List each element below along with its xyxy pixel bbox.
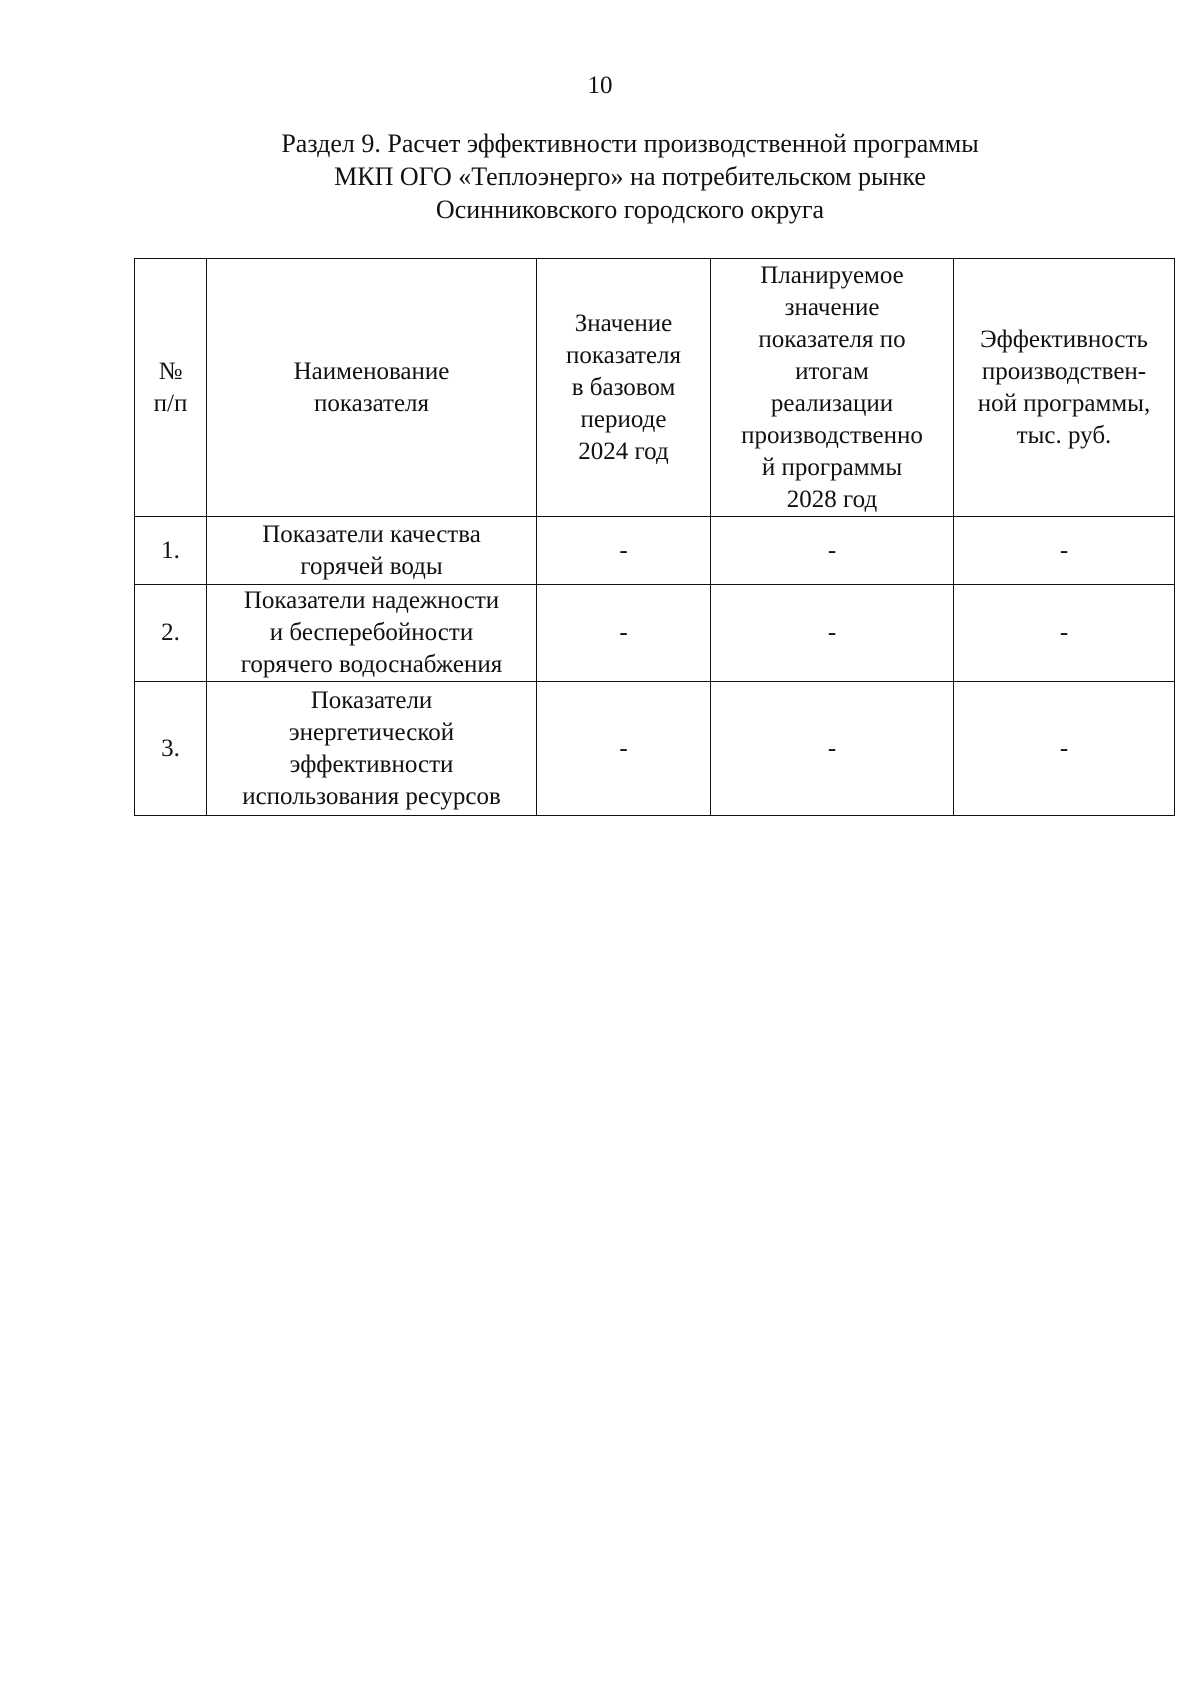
row-name: Показатели надежности и бесперебойности горячего водоснабжения: [207, 585, 537, 682]
header-planned-value: Планируемое значение показателя по итогам реализации производственно й программы 2028 год: [711, 259, 954, 517]
row-efficiency: -: [954, 585, 1175, 682]
heading-line-3: Осинниковского городского округа: [435, 195, 825, 224]
row-base-value: -: [537, 517, 711, 585]
row-num: 3.: [135, 682, 207, 816]
header-name: Наименование показателя: [207, 259, 537, 517]
row-planned-value: -: [711, 682, 954, 816]
page-number: 10: [587, 72, 613, 99]
row-num: 1.: [135, 517, 207, 585]
row-num: 2.: [135, 585, 207, 682]
row-base-value: -: [537, 682, 711, 816]
section-heading: [270, 127, 990, 226]
row-base-value: -: [537, 585, 711, 682]
row-name: Показатели качества горячей воды: [207, 517, 537, 585]
heading-line-1: Раздел 9. Расчет эффективности производственной программы: [281, 129, 979, 158]
table-row: [135, 585, 1175, 682]
heading-line-2: МКП ОГО «Теплоэнерго» на потребительском рынке: [334, 162, 926, 191]
header-efficiency: Эффективность производствен- ной программы, тыс. руб.: [954, 259, 1175, 517]
row-efficiency: -: [954, 682, 1175, 816]
header-base-value: Значение показателя в базовом периоде 2024 год: [537, 259, 711, 517]
header-num: № п/п: [135, 259, 207, 517]
table-header-row: [135, 259, 1175, 517]
efficiency-table: [134, 258, 1175, 816]
table-row: [135, 682, 1175, 816]
row-efficiency: -: [954, 517, 1175, 585]
row-planned-value: -: [711, 517, 954, 585]
row-planned-value: -: [711, 585, 954, 682]
row-name: Показатели энергетической эффективности использования ресурсов: [207, 682, 537, 816]
table-row: [135, 517, 1175, 585]
